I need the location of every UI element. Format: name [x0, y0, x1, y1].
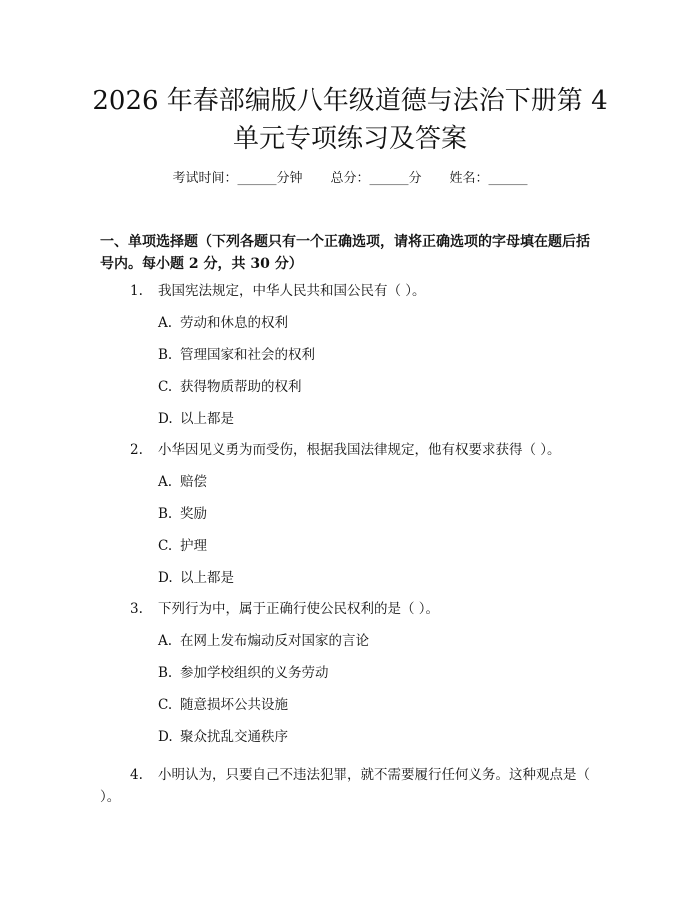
option-label: A.	[158, 315, 173, 331]
option-text: 在网上发布煽动反对国家的言论	[180, 633, 369, 649]
option-text: 护理	[180, 538, 207, 554]
option-text: 以上都是	[180, 411, 234, 427]
option	[158, 631, 369, 651]
question-text: 小明认为，只要自己不违法犯罪，就不需要履行任何义务。这种观点是（ ）。	[100, 767, 590, 805]
option-label: C.	[158, 379, 173, 395]
option	[158, 504, 207, 524]
option-text: 以上都是	[180, 570, 234, 586]
question-3	[130, 599, 439, 619]
option-label: C.	[158, 538, 173, 554]
option-label: D.	[158, 570, 173, 586]
exam-score: 总分：______分	[330, 171, 422, 186]
page-title	[60, 82, 640, 158]
option-text: 随意损坏公共设施	[180, 697, 288, 713]
question-number: 4.	[130, 767, 143, 783]
option-text: 聚众扰乱交通秩序	[180, 729, 288, 745]
exam-meta	[0, 170, 700, 188]
option-text: 奖励	[180, 506, 207, 522]
question-1	[130, 281, 426, 301]
option-label: B.	[158, 506, 173, 522]
question-text: 小华因见义勇为而受伤，根据我国法律规定，他有权要求获得（ ）。	[158, 442, 561, 458]
section-heading: 一、单项选择题（下列各题只有一个正确选项，请将正确选项的字母填在题后括号内。每小题 2 分，共 30 分）	[100, 234, 590, 272]
question-number: 1.	[130, 283, 143, 299]
option	[158, 345, 315, 365]
question-number: 3.	[130, 601, 143, 617]
option-text: 参加学校组织的义务劳动	[180, 665, 329, 681]
option-text: 赔偿	[180, 474, 207, 490]
exam-time: 考试时间：______分钟	[172, 171, 303, 186]
option-label: A.	[158, 474, 173, 490]
option-text: 管理国家和社会的权利	[180, 347, 315, 363]
question-number: 2.	[130, 442, 143, 458]
question-2	[130, 440, 561, 460]
option-label: D.	[158, 411, 173, 427]
option	[158, 472, 207, 492]
option	[158, 409, 234, 429]
title-line-1: 2026 年春部编版八年级道德与法治下册第 4	[92, 86, 608, 116]
option-text: 劳动和休息的权利	[180, 315, 288, 331]
question-4	[100, 764, 600, 808]
option	[158, 663, 329, 683]
question-text: 我国宪法规定，中华人民共和国公民有（ ）。	[158, 283, 426, 299]
option	[158, 568, 234, 588]
option	[158, 695, 288, 715]
option-label: B.	[158, 347, 173, 363]
question-text: 下列行为中，属于正确行使公民权利的是（ ）。	[158, 601, 440, 617]
option-label: D.	[158, 729, 173, 745]
option-label: A.	[158, 633, 173, 649]
exam-name: 姓名：______	[449, 171, 528, 186]
option	[158, 377, 302, 397]
option	[158, 536, 207, 556]
option	[158, 727, 288, 747]
option-label: B.	[158, 665, 173, 681]
option-label: C.	[158, 697, 173, 713]
title-line-2: 单元专项练习及答案	[232, 124, 467, 154]
option-text: 获得物质帮助的权利	[180, 379, 302, 395]
option	[158, 313, 288, 333]
